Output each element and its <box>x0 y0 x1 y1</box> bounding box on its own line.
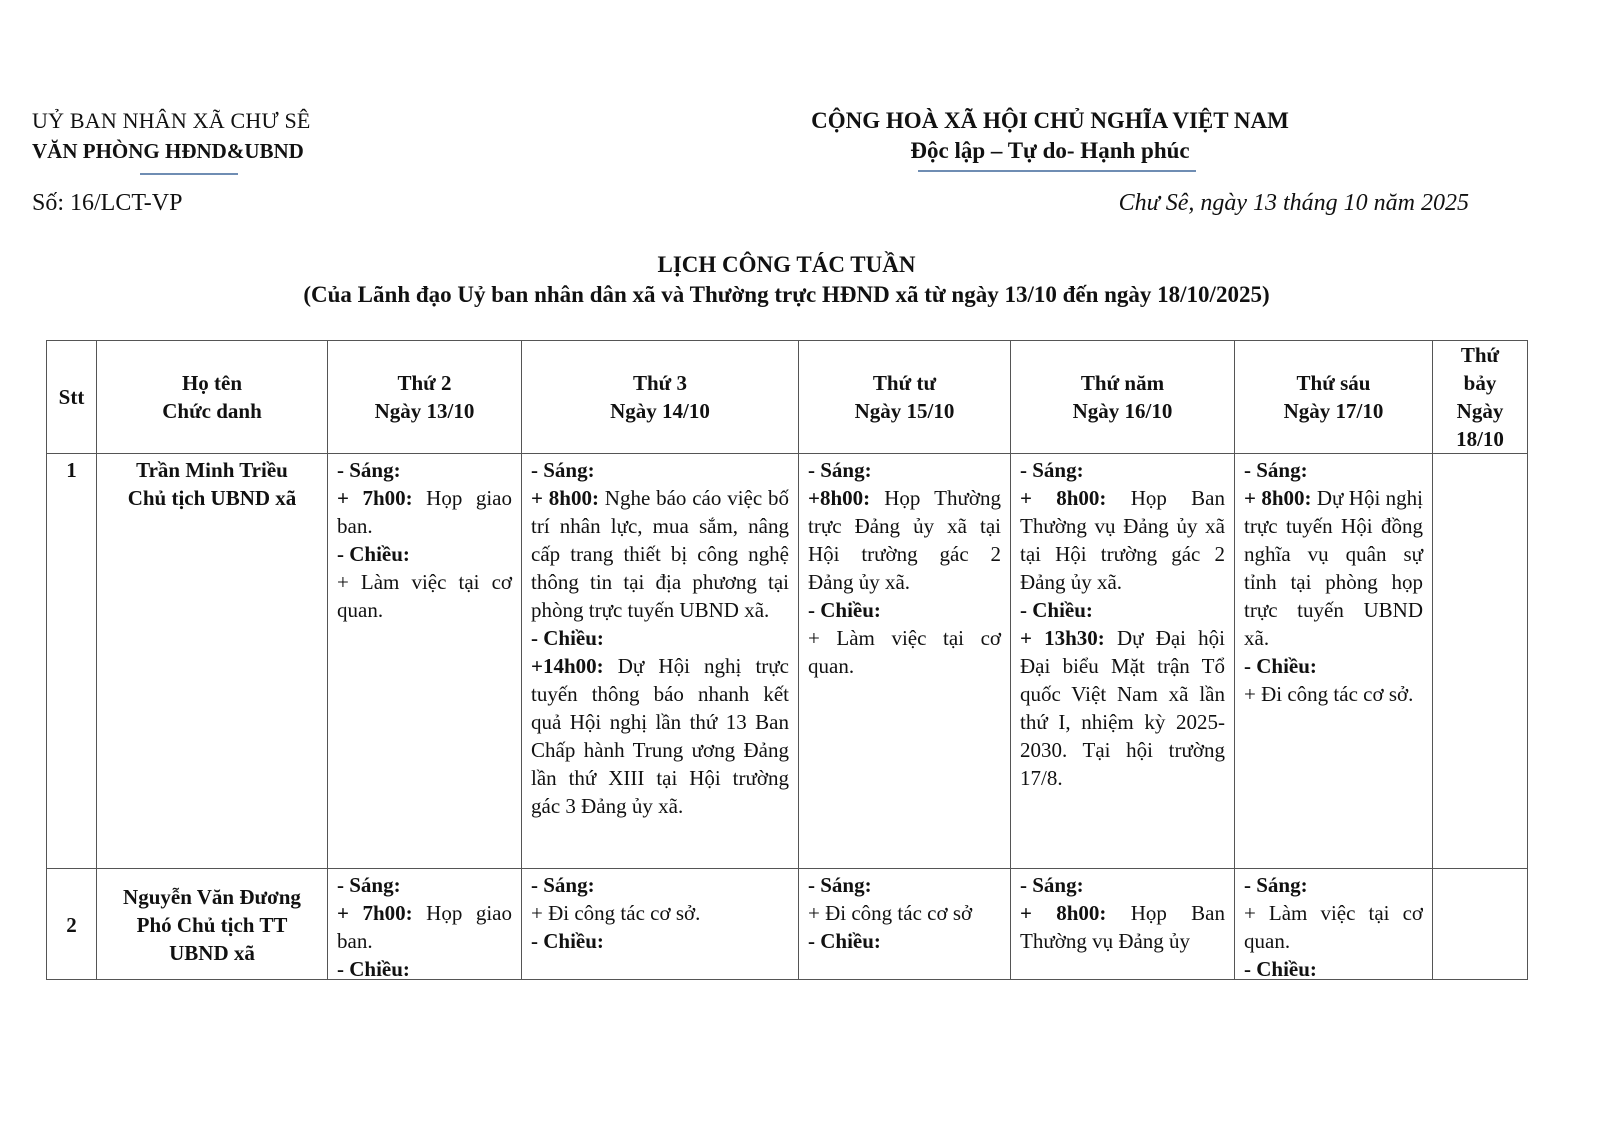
entry-time-label: - Sáng: <box>1244 458 1308 482</box>
agency-underline <box>140 173 238 175</box>
entry-text: Họp Thường trực Đảng ủy xã tại Hội trường gác 2 Đảng ủy xã. <box>808 486 1001 594</box>
official-cell <box>97 869 328 980</box>
entry-text: Họp Ban Thường vụ Đảng ủy <box>1020 901 1225 953</box>
schedule-entry <box>1244 456 1423 484</box>
column-header-line: Stt <box>58 385 85 409</box>
entry-text: + Đi công tác cơ sở. <box>531 901 701 925</box>
schedule-entry <box>1020 899 1225 955</box>
schedule-cell-wednesday <box>799 869 1011 980</box>
title-main: LỊCH CÔNG TÁC TUẦN <box>657 252 916 277</box>
entry-time-label: - Chiều: <box>1020 598 1093 622</box>
column-header-thursday <box>1011 341 1235 454</box>
column-header-line: Thứ 2 <box>397 371 452 395</box>
column-header-name-position <box>97 341 328 454</box>
entry-text: Nghe báo cáo việc bố trí nhân lực, mua sắm, nâng cấp trang thiết bị công nghệ thông tin tại địa phương tại phòng trực tuyến UBND xã. <box>531 486 789 622</box>
schedule-cell-saturday <box>1433 869 1528 980</box>
schedule-entry <box>337 871 512 899</box>
entry-time-label: - Chiều: <box>808 929 881 953</box>
schedule-entry <box>531 484 789 624</box>
entry-time-label: - Chiều: <box>1244 957 1317 979</box>
schedule-entry <box>1020 456 1225 484</box>
schedule-entry <box>1020 871 1225 899</box>
entry-text: Dự Hội nghị trực tuyến thông báo nhanh kết quả Hội nghị lần thứ 13 Ban Chấp hành Trung ương Đảng lần thứ XIII tại Hội trường gác 3 Đảng ủy xã. <box>531 654 789 818</box>
entry-text: Dự Đại hội Đại biểu Mặt trận Tổ quốc Việt Nam xã lần thứ I, nhiệm kỳ 2025-2030. Tại hội trường 17/8. <box>1020 626 1226 790</box>
schedule-entry <box>1244 899 1423 955</box>
schedule-entry <box>808 624 1001 680</box>
entry-text: Họp giao ban. <box>337 486 512 538</box>
schedule-entry <box>531 871 789 899</box>
entry-text: + Làm việc tại cơ quan. <box>1244 901 1423 953</box>
entry-time-label: - Sáng: <box>1244 873 1308 897</box>
schedule-cell-tuesday <box>522 869 799 980</box>
entry-text: + Làm việc tại cơ quan. <box>808 626 1001 678</box>
column-header-line: Ngày 13/10 <box>374 399 475 423</box>
schedule-entry <box>808 899 1001 927</box>
schedule-entry <box>808 484 1001 596</box>
schedule-entry <box>1244 484 1423 652</box>
schedule-entry <box>1244 652 1423 680</box>
column-header-friday <box>1235 341 1433 454</box>
schedule-entry <box>531 624 789 652</box>
entry-time-label: - Sáng: <box>337 458 401 482</box>
table-header-row <box>47 341 1528 454</box>
schedule-cell-wednesday <box>799 454 1011 869</box>
entry-time-label: + 8h00: <box>531 486 599 510</box>
column-header-line: Chức danh <box>162 399 262 423</box>
entry-text: Họp giao ban. <box>337 901 512 953</box>
entry-time-label: - Sáng: <box>531 873 595 897</box>
entry-time-label: - Sáng: <box>337 873 401 897</box>
schedule-cell-friday <box>1235 869 1433 980</box>
column-header-line: Thứ <box>1460 343 1500 367</box>
schedule-entry <box>531 652 789 820</box>
entry-time-label: +8h00: <box>808 486 871 510</box>
column-header-stt <box>47 341 97 454</box>
schedule-cell-tuesday <box>522 454 799 869</box>
entry-time-label: - Chiều: <box>337 542 410 566</box>
schedule-entry <box>1020 596 1225 624</box>
agency-office: VĂN PHÒNG HĐND&UBND <box>32 139 304 163</box>
column-header-line: Ngày 17/10 <box>1283 399 1384 423</box>
schedule-entry <box>808 871 1001 899</box>
column-header-line: Thứ tư <box>872 371 937 395</box>
schedule-entry <box>531 456 789 484</box>
entry-time-label: - Chiều: <box>808 598 881 622</box>
schedule-entry <box>337 540 512 568</box>
column-header-line: Thứ năm <box>1080 371 1165 395</box>
column-header-line: Ngày 16/10 <box>1072 399 1173 423</box>
document-date: Chư Sê, ngày 13 tháng 10 năm 2025 <box>1118 190 1469 216</box>
entry-time-label: + 8h00: <box>1020 901 1107 925</box>
column-header-line: Ngày <box>1456 399 1504 423</box>
schedule-entry <box>337 456 512 484</box>
schedule-entry <box>337 955 512 979</box>
column-header-line: Họ tên <box>181 371 243 395</box>
official-name: Trần Minh Triều <box>136 458 288 482</box>
column-header-line: 18/10 <box>1456 427 1504 451</box>
schedule-entry <box>1020 484 1225 596</box>
schedule-cell-thursday <box>1011 869 1235 980</box>
official-name: Nguyễn Văn Đương <box>123 885 301 909</box>
motto: Độc lập – Tự do- Hạnh phúc <box>910 138 1190 163</box>
official-cell <box>97 454 328 869</box>
table-row <box>47 869 1528 980</box>
entry-time-label: - Chiều: <box>531 929 604 953</box>
schedule-entry <box>531 927 789 955</box>
schedule-entry <box>1244 955 1423 979</box>
schedule-entry <box>337 568 512 624</box>
entry-time-label: - Chiều: <box>337 957 410 979</box>
entry-text: Họp Ban Thường vụ Đảng ủy xã tại Hội trường gác 2 Đảng ủy xã. <box>1020 486 1226 594</box>
entry-time-label: - Sáng: <box>808 458 872 482</box>
row-number: 2 <box>47 869 97 980</box>
table-row <box>47 454 1528 869</box>
issuing-agency <box>32 106 311 166</box>
schedule-cell-friday <box>1235 454 1433 869</box>
entry-time-label: + 8h00: <box>1244 486 1312 510</box>
entry-time-label: + 13h30: <box>1020 626 1105 650</box>
schedule-table <box>46 340 1528 980</box>
schedule-cell-monday <box>328 454 522 869</box>
document-title <box>0 250 1573 310</box>
column-header-line: Ngày 14/10 <box>610 399 710 423</box>
schedule-entry <box>808 456 1001 484</box>
entry-time-label: +14h00: <box>531 654 604 678</box>
national-motto <box>760 106 1340 166</box>
column-header-line: bảy <box>1463 371 1497 395</box>
entry-text: Dự Hội nghị trực tuyến Hội đồng nghĩa vụ quân sự tỉnh tại phòng họp trực tuyến UBND xã. <box>1244 486 1423 650</box>
schedule-entry <box>1020 624 1225 792</box>
official-position: Phó Chủ tịch TT UBND xã <box>136 913 288 965</box>
entry-time-label: - Sáng: <box>531 458 595 482</box>
schedule-cell-thursday <box>1011 454 1235 869</box>
column-header-saturday <box>1433 341 1528 454</box>
country-name: CỘNG HOÀ XÃ HỘI CHỦ NGHĨA VIỆT NAM <box>811 108 1289 133</box>
entry-text: + Làm việc tại cơ quan. <box>337 570 512 622</box>
schedule-entry <box>808 927 1001 955</box>
column-header-line: Ngày 15/10 <box>854 399 955 423</box>
entry-text: + Đi công tác cơ sở <box>808 901 973 925</box>
entry-time-label: - Chiều: <box>1244 654 1317 678</box>
row-number: 1 <box>47 454 97 869</box>
agency-parent: UỶ BAN NHÂN XÃ CHƯ SÊ <box>32 108 311 133</box>
column-header-wednesday <box>799 341 1011 454</box>
entry-time-label: + 7h00: <box>337 486 413 510</box>
column-header-tuesday <box>522 341 799 454</box>
entry-time-label: - Sáng: <box>808 873 872 897</box>
schedule-cell-saturday <box>1433 454 1528 869</box>
entry-time-label: - Chiều: <box>531 626 604 650</box>
entry-time-label: - Sáng: <box>1020 458 1084 482</box>
entry-time-label: + 8h00: <box>1020 486 1107 510</box>
schedule-entry <box>808 596 1001 624</box>
schedule-entry <box>1244 871 1423 899</box>
entry-text: + Đi công tác cơ sở. <box>1244 682 1414 706</box>
document-number: Số: 16/LCT-VP <box>32 190 183 216</box>
entry-time-label: - Sáng: <box>1020 873 1084 897</box>
schedule-entry <box>337 484 512 540</box>
motto-underline <box>918 170 1196 172</box>
column-header-line: Thứ 3 <box>632 371 688 395</box>
schedule-cell-monday <box>328 869 522 980</box>
schedule-entry <box>1244 680 1423 708</box>
schedule-entry <box>337 899 512 955</box>
column-header-monday <box>328 341 522 454</box>
title-sub: (Của Lãnh đạo Uỷ ban nhân dân xã và Thường trực HĐND xã từ ngày 13/10 đến ngày 18/10/2025) <box>303 282 1270 307</box>
schedule-entry <box>531 899 789 927</box>
entry-time-label: + 7h00: <box>337 901 413 925</box>
column-header-line: Thứ sáu <box>1296 371 1371 395</box>
official-position: Chủ tịch UBND xã <box>127 486 297 510</box>
